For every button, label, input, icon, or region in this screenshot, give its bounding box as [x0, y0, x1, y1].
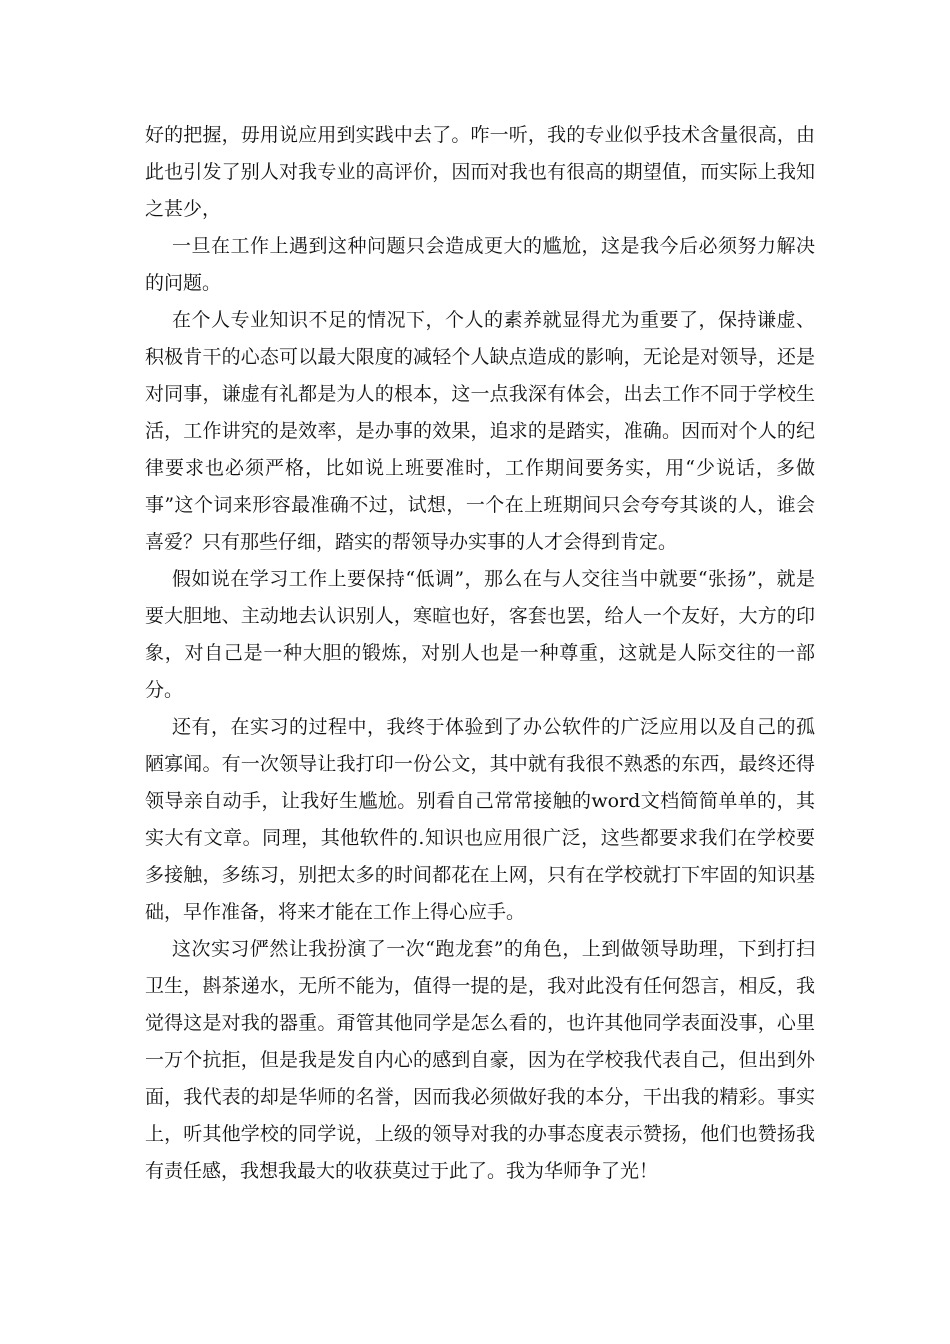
- paragraph-2: 一旦在工作上遇到这种问题只会造成更大的尴尬，这是我今后必须努力解决的问题。: [145, 235, 815, 294]
- paragraph-4: 假如说在学习工作上要保持“低调”，那么在与人交往当中就要“张扬”，就是要大胆地、主动地去认识别人，寒暄也好，客套也罢，给人一个友好，大方的印象，对自己是一种大胆的锻炼，对别人也是一种尊重，这就是人际交往的一部分。: [145, 568, 815, 701]
- paragraph-6: 这次实习俨然让我扮演了一次“跑龙套”的角色，上到做领导助理，下到打扫卫生，斟茶递水，无所不能为，值得一提的是，我对此没有任何怨言，相反，我觉得这是对我的器重。甭管其他同学是怎么看的，也许其他同学表面没事，心里一万个抗拒，但是我是发自内心的感到自豪，因为在学校我代表自己，但出到外面，我代表的却是华师的名誉，因而我必须做好我的本分，干出我的精彩。事实上，听其他学校的同学说，上级的领导对我的办事态度表示赞扬，他们也赞扬我有责任感，我想我最大的收获莫过于此了。我为华师争了光！: [145, 938, 815, 1182]
- paragraph-1: 好的把握，毋用说应用到实践中去了。咋一听，我的专业似乎技术含量很高，由此也引发了别人对我专业的高评价，因而对我也有很高的期望值，而实际上我知之甚少，: [145, 124, 815, 220]
- document-body: [145, 117, 815, 1190]
- paragraph-3: 在个人专业知识不足的情况下，个人的素养就显得尤为重要了，保持谦虚、积极肯干的心态可以最大限度的减轻个人缺点造成的影响，无论是对领导，还是对同事，谦虚有礼都是为人的根本，这一点我深有体会，出去工作不同于学校生活，工作讲究的是效率，是办事的效果，追求的是踏实，准确。因而对个人的纪律要求也必须严格，比如说上班要准时，工作期间要务实，用“少说话，多做事”这个词来形容最准确不过，试想，一个在上班期间只会夸夸其谈的人，谁会喜爱？只有那些仔细，踏实的帮领导办实事的人才会得到肯定。: [145, 309, 815, 553]
- paragraph-5: 还有，在实习的过程中，我终于体验到了办公软件的广泛应用以及自己的孤陋寡闻。有一次领导让我打印一份公文，其中就有我很不熟悉的东西，最终还得领导亲自动手，让我好生尴尬。别看自己常常接触的word文档简简单单的，其实大有文章。同理，其他软件的.知识也应用很广泛，这些都要求我们在学校要多接触，多练习，别把太多的时间都花在上网，只有在学校就打下牢固的知识基础，早作准备，将来才能在工作上得心应手。: [145, 716, 815, 923]
